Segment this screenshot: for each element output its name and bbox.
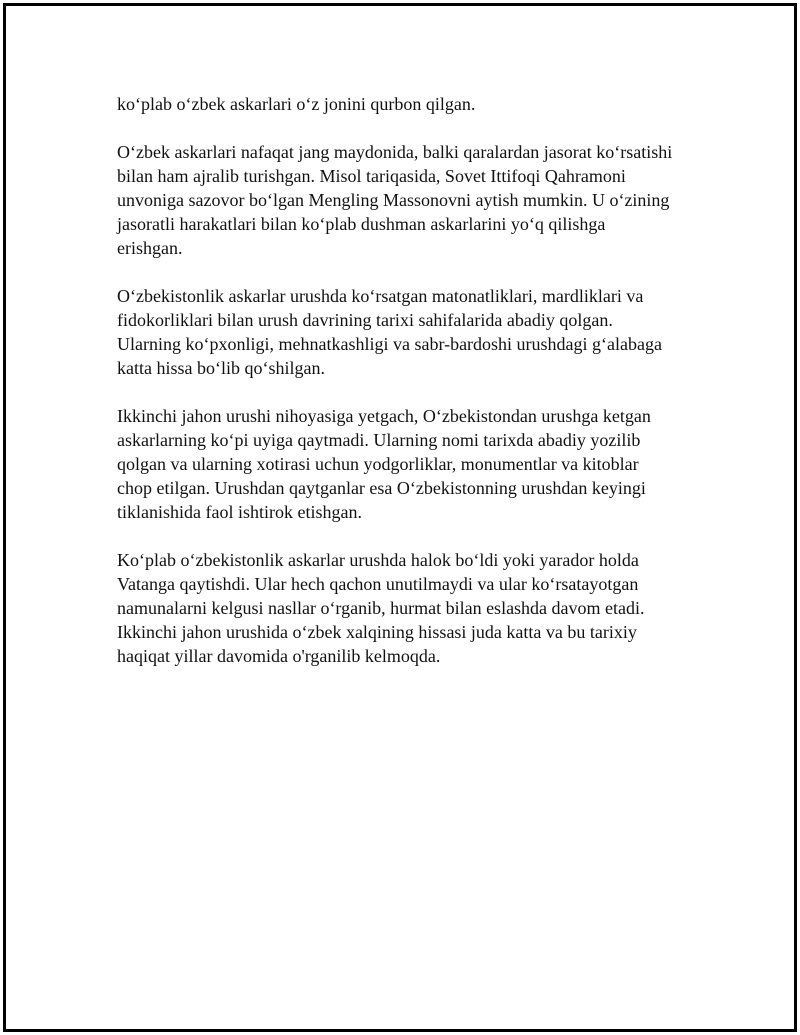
text-line: bilan ham ajralib turishgan. Misol tariqasida, Sovet Ittifoqi Qahramoni bbox=[117, 166, 626, 186]
paragraph-3 bbox=[117, 284, 707, 380]
text-line: O‘zbekistonlik askarlar urushda ko‘rsatgan matonatliklari, mardliklari va bbox=[117, 286, 644, 306]
text-line: katta hissa bo‘lib qo‘shilgan. bbox=[117, 358, 325, 378]
text-line: Ko‘plab o‘zbekistonlik askarlar urushda halok bo‘ldi yoki yarador holda bbox=[117, 550, 639, 570]
text-line: qolgan va ularning xotirasi uchun yodgorliklar, monumentlar va kitoblar bbox=[117, 454, 639, 474]
paragraph-1 bbox=[117, 92, 707, 116]
paragraph-4 bbox=[117, 404, 707, 524]
text-line: unvoniga sazovor bo‘lgan Mengling Massonovni aytish mumkin. U o‘zining bbox=[117, 190, 670, 210]
text-line: O‘zbek askarlari nafaqat jang maydonida, balki qaralardan jasorat ko‘rsatishi bbox=[117, 142, 673, 162]
text-line: chop etilgan. Urushdan qaytganlar esa O‘zbekistonning urushdan keyingi bbox=[117, 478, 646, 498]
paragraph-5 bbox=[117, 548, 707, 668]
document-body bbox=[117, 92, 707, 692]
text-line: haqiqat yillar davomida o'rganilib kelmoqda. bbox=[117, 646, 441, 666]
paragraph-2 bbox=[117, 140, 707, 260]
text-line: Vatanga qaytishdi. Ular hech qachon unutilmaydi va ular ko‘rsatayotgan bbox=[117, 574, 639, 594]
text-line: fidokorliklari bilan urush davrining tarixi sahifalarida abadiy qolgan. bbox=[117, 310, 613, 330]
text-line: jasoratli harakatlari bilan ko‘plab dushman askarlarini yo‘q qilishga bbox=[117, 214, 606, 234]
text-line: ko‘plab o‘zbek askarlari o‘z jonini qurbon qilgan. bbox=[117, 94, 476, 114]
text-line: Ikkinchi jahon urushida o‘zbek xalqining hissasi juda katta va bu tarixiy bbox=[117, 622, 637, 642]
text-line: Ikkinchi jahon urushi nihoyasiga yetgach, O‘zbekistondan urushga ketgan bbox=[117, 406, 651, 426]
text-line: askarlarning ko‘pi uyiga qaytmadi. Ularning nomi tarixda abadiy yozilib bbox=[117, 430, 641, 450]
text-line: erishgan. bbox=[117, 238, 183, 258]
text-line: Ularning ko‘pxonligi, mehnatkashligi va sabr-bardoshi urushdagi g‘alabaga bbox=[117, 334, 663, 354]
text-line: namunalarni kelgusi nasllar o‘rganib, hurmat bilan eslashda davom etadi. bbox=[117, 598, 645, 618]
text-line: tiklanishida faol ishtirok etishgan. bbox=[117, 502, 362, 522]
